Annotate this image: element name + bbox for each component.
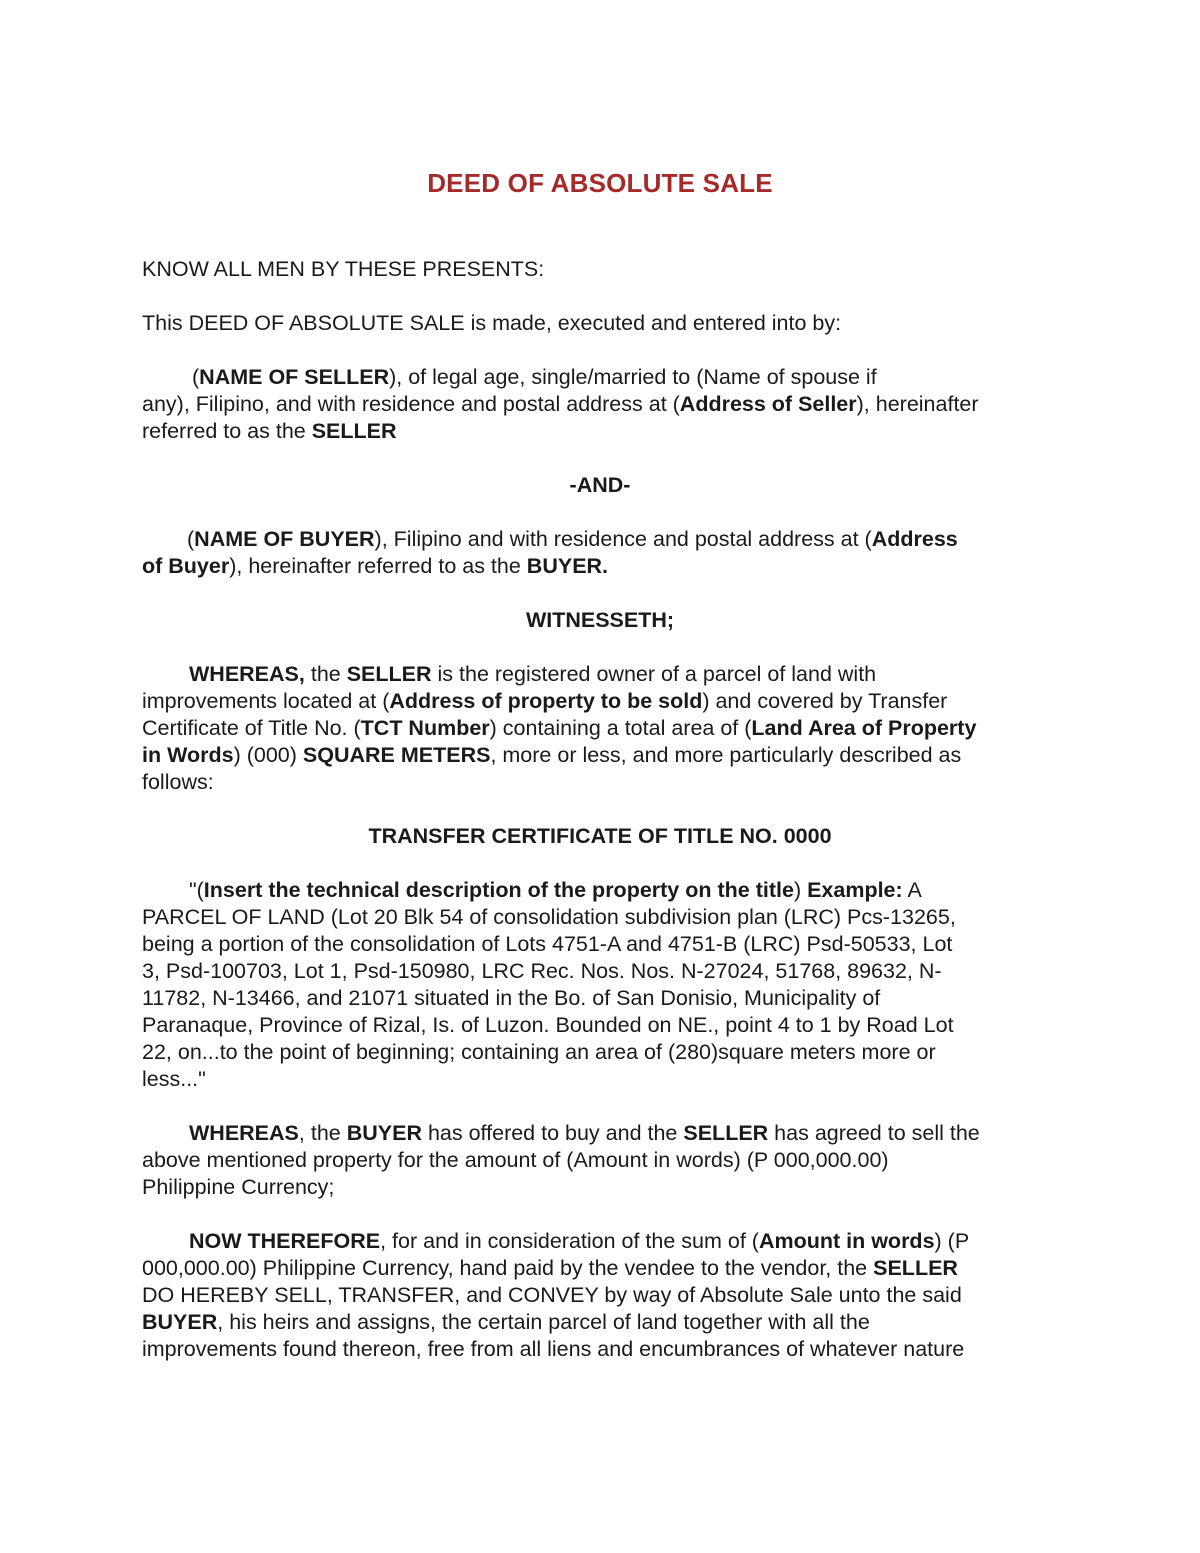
whereas-1-line-5: follows: <box>142 770 214 794</box>
bold-text-run: NOW THEREFORE <box>189 1229 381 1253</box>
text-run: 000,000.00) Philippine Currency, hand paid by the vendee to the vendor, the <box>142 1256 874 1280</box>
intro-line: This DEED OF ABSOLUTE SALE is made, executed and entered into by: <box>142 311 842 335</box>
text-run: ), hereinafter referred to as the <box>229 554 527 578</box>
text-run: has offered to buy and the <box>421 1121 684 1145</box>
and-separator: -AND- <box>569 473 631 497</box>
text-run: , the <box>298 1121 347 1145</box>
technical-desc-line-1 <box>189 877 922 904</box>
now-therefore-line-1 <box>189 1228 969 1255</box>
bold-text-run: Address of Seller <box>679 392 857 416</box>
bold-text-run: WHEREAS <box>189 1121 299 1145</box>
text-run: ), of legal age, single/married to (Name of spouse if <box>389 365 877 389</box>
seller-line-2 <box>142 391 979 418</box>
bold-text-run: SELLER <box>311 419 397 443</box>
now-therefore-line-2 <box>142 1255 958 1282</box>
bold-text-run: Insert the technical description of the property on the title <box>203 878 794 902</box>
bold-text-run: in Words <box>142 743 234 767</box>
bold-text-run: Address <box>871 527 958 551</box>
text-run: ) and covered by Transfer <box>702 689 948 713</box>
text-run: ), hereinafter <box>856 392 979 416</box>
text-run: "( <box>189 878 204 902</box>
bold-text-run: SELLER <box>873 1256 958 1280</box>
seller-line-3 <box>142 418 397 445</box>
now-therefore-line-5: improvements found thereon, free from all liens and encumbrances of whatever nature <box>142 1337 965 1361</box>
bold-text-run: Address of property to be sold <box>389 689 703 713</box>
text-run: ) containing a total area of ( <box>489 716 752 740</box>
text-run: ), Filipino and with residence and postal address at ( <box>374 527 872 551</box>
text-run: , for and in consideration of the sum of ( <box>380 1229 759 1253</box>
bold-text-run: BUYER <box>142 1310 218 1334</box>
whereas-1-line-3 <box>142 715 976 742</box>
text-run: improvements located at ( <box>142 689 390 713</box>
bold-text-run: SQUARE METERS <box>302 743 491 767</box>
bold-text-run: BUYER. <box>526 554 609 578</box>
seller-line-1 <box>192 364 877 391</box>
text-run: , more or less, and more particularly described as <box>490 743 962 767</box>
text-run: ) <box>793 878 808 902</box>
text-run: referred to as the <box>142 419 312 443</box>
technical-desc-line-5: 11782, N-13466, and 21071 situated in the Bo. of San Donisio, Municipality of <box>142 986 881 1010</box>
bold-text-run: TCT Number <box>360 716 490 740</box>
text-run: , his heirs and assigns, the certain parcel of land together with all the <box>217 1310 870 1334</box>
technical-desc-line-8: less..." <box>142 1067 206 1091</box>
whereas-2-line-2: above mentioned property for the amount of (Amount in words) (P 000,000.00) <box>142 1148 889 1172</box>
bold-text-run: SELLER <box>346 662 432 686</box>
bold-text-run: Land Area of Property <box>751 716 977 740</box>
technical-desc-line-3: being a portion of the consolidation of Lots 4751-A and 4751-B (LRC) Psd-50533, Lot <box>142 932 953 956</box>
document-title: DEED OF ABSOLUTE SALE <box>427 168 773 198</box>
technical-desc-line-2: PARCEL OF LAND (Lot 20 Blk 54 of consolidation subdivision plan (LRC) Pcs-13265, <box>142 905 956 929</box>
opening-line: KNOW ALL MEN BY THESE PRESENTS: <box>142 257 545 281</box>
bold-text-run: of Buyer <box>142 554 230 578</box>
bold-text-run: NAME OF BUYER <box>194 527 375 551</box>
tct-heading: TRANSFER CERTIFICATE OF TITLE NO. 0000 <box>368 824 832 848</box>
bold-text-run: SELLER <box>683 1121 769 1145</box>
now-therefore-line-3: DO HEREBY SELL, TRANSFER, and CONVEY by way of Absolute Sale unto the said <box>142 1283 962 1307</box>
whereas-1-line-1 <box>189 661 876 688</box>
text-run: is the registered owner of a parcel of land with <box>431 662 877 686</box>
whereas-1-line-2 <box>142 688 947 715</box>
text-run: ( <box>192 365 200 389</box>
buyer-line-2 <box>142 553 608 580</box>
witnesseth-heading: WITNESSETH; <box>525 608 675 632</box>
text-run: any), Filipino, and with residence and postal address at ( <box>142 392 680 416</box>
text-run: has agreed to sell the <box>768 1121 980 1145</box>
whereas-2-line-3: Philippine Currency; <box>142 1175 335 1199</box>
now-therefore-line-4 <box>142 1309 870 1336</box>
whereas-1-line-4 <box>142 742 961 769</box>
bold-text-run: Example: <box>807 878 903 902</box>
buyer-line-1 <box>187 526 958 553</box>
whereas-2-line-1 <box>189 1120 980 1147</box>
bold-text-run: NAME OF SELLER <box>199 365 390 389</box>
bold-text-run: BUYER <box>346 1121 422 1145</box>
text-run: Certificate of Title No. ( <box>142 716 361 740</box>
text-run: ( <box>187 527 195 551</box>
bold-text-run: Amount in words <box>758 1229 935 1253</box>
text-run: the <box>304 662 347 686</box>
technical-desc-line-7: 22, on...to the point of beginning; containing an area of (280)square meters more or <box>142 1040 936 1064</box>
text-run: A <box>902 878 922 902</box>
bold-text-run: WHEREAS, <box>189 662 305 686</box>
technical-desc-line-6: Paranaque, Province of Rizal, Is. of Luzon. Bounded on NE., point 4 to 1 by Road Lot <box>142 1013 954 1037</box>
text-run: ) (P <box>934 1229 970 1253</box>
technical-desc-line-4: 3, Psd-100703, Lot 1, Psd-150980, LRC Rec. Nos. Nos. N-27024, 51768, 89632, N- <box>142 959 942 983</box>
text-run: ) (000) <box>233 743 303 767</box>
